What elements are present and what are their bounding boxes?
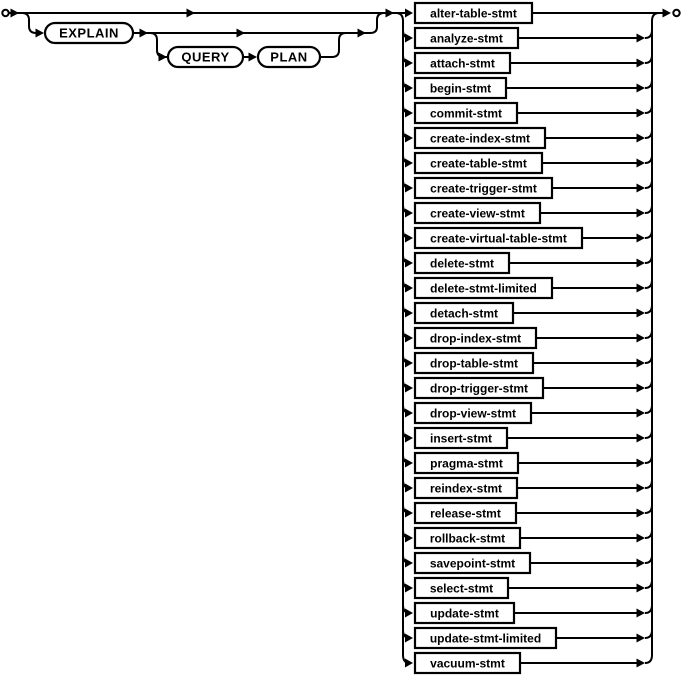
node-detach-stmt[interactable] [403, 303, 652, 323]
arrow-icon [637, 284, 646, 293]
arrow-icon [405, 234, 413, 243]
merge-curve [645, 380, 652, 388]
node-rollback-stmt[interactable] [403, 528, 652, 548]
node-commit-stmt[interactable] [403, 103, 652, 123]
arrow-icon [637, 234, 646, 243]
arrow-icon [405, 409, 413, 418]
node-label: update-stmt [430, 606, 499, 621]
node-create-view-stmt[interactable] [403, 203, 652, 223]
node-label: attach-stmt [430, 56, 495, 71]
merge-curve [645, 130, 652, 138]
merge-curve [645, 355, 652, 363]
terminal-query [168, 47, 243, 67]
terminal-plan-label: PLAN [270, 49, 308, 65]
start-terminal-icon [2, 10, 8, 16]
arrow-icon [386, 9, 395, 18]
arrow-icon [637, 159, 646, 168]
arrow-icon [405, 134, 413, 143]
merge-curve [645, 505, 652, 513]
node-attach-stmt[interactable] [403, 53, 652, 73]
arrow-icon [358, 29, 367, 38]
arrow-icon [637, 84, 646, 93]
node-label: delete-stmt-limited [430, 281, 537, 296]
merge-curve [645, 330, 652, 338]
node-drop-index-stmt[interactable] [403, 328, 652, 348]
merge-curve [645, 55, 652, 63]
node-label: rollback-stmt [429, 531, 506, 546]
node-drop-view-stmt[interactable] [403, 403, 652, 423]
arrow-icon [637, 309, 646, 318]
node-drop-trigger-stmt[interactable] [403, 378, 652, 398]
node-savepoint-stmt[interactable] [403, 553, 652, 573]
arrow-icon [637, 634, 646, 643]
node-label: vacuum-stmt [430, 656, 505, 671]
terminal-plan [258, 47, 320, 67]
node-release-stmt[interactable] [403, 503, 652, 523]
node-label: create-index-stmt [429, 131, 531, 146]
merge-curve [645, 180, 652, 188]
node-label: drop-index-stmt [429, 331, 522, 346]
arrow-icon [237, 29, 246, 38]
arrow-icon [405, 459, 413, 468]
node-create-index-stmt[interactable] [403, 128, 652, 148]
node-label: update-stmt-limited [429, 631, 542, 646]
node-label: analyze-stmt [430, 31, 503, 46]
node-update-stmt-limited[interactable] [403, 628, 652, 648]
arrow-icon [405, 609, 413, 618]
node-label: create-trigger-stmt [430, 181, 537, 196]
arrow-icon [637, 484, 646, 493]
arrow-icon [405, 159, 413, 168]
node-label: savepoint-stmt [429, 556, 516, 571]
arrow-icon [637, 559, 646, 568]
node-create-trigger-stmt[interactable] [403, 178, 652, 198]
terminal-explain [45, 23, 133, 43]
alternative-rows [403, 3, 663, 673]
node-analyze-stmt[interactable] [403, 28, 652, 48]
node-reindex-stmt[interactable] [403, 478, 652, 498]
arrow-icon [637, 409, 646, 418]
arrow-icon [405, 484, 413, 493]
node-drop-table-stmt[interactable] [403, 353, 652, 373]
merge-curve [645, 555, 652, 563]
node-create-virtual-table-stmt[interactable] [403, 228, 652, 248]
arrow-icon [637, 334, 646, 343]
arrow-icon [637, 609, 646, 618]
merge-curve [645, 30, 652, 38]
node-pragma-stmt[interactable] [403, 453, 652, 473]
arrow-icon [159, 53, 168, 62]
arrow-icon [663, 9, 672, 18]
merge-curve [645, 630, 652, 638]
arrow-icon [36, 29, 45, 38]
node-label: commit-stmt [429, 106, 503, 121]
node-label: create-virtual-table-stmt [430, 231, 567, 246]
arrow-icon [637, 534, 646, 543]
node-vacuum-stmt[interactable] [403, 653, 652, 673]
arrow-icon [637, 209, 646, 218]
connector-lines [9, 13, 663, 655]
merge-curve [645, 155, 652, 163]
arrow-icon [405, 634, 413, 643]
merge-curve [645, 580, 652, 588]
arrow-icon [637, 134, 646, 143]
arrow-icon [405, 84, 413, 93]
arrow-icon [637, 359, 646, 368]
merge-curve [645, 305, 652, 313]
terminal-explain-label: EXPLAIN [59, 25, 119, 41]
arrow-icon [405, 359, 413, 368]
arrow-icon [637, 184, 646, 193]
arrow-icon [405, 59, 413, 68]
arrow-icon [11, 9, 20, 18]
node-label: select-stmt [429, 581, 494, 596]
arrow-icon [405, 534, 413, 543]
merge-curve [645, 255, 652, 263]
arrow-icon [637, 584, 646, 593]
arrow-icon [405, 109, 413, 118]
arrow-icon [405, 9, 413, 18]
merge-curve [645, 530, 652, 538]
node-insert-stmt[interactable] [403, 428, 652, 448]
node-label: pragma-stmt [430, 456, 503, 471]
node-label: begin-stmt [429, 81, 492, 96]
merge-curve [645, 205, 652, 213]
arrow-icon [405, 559, 413, 568]
arrow-icon [405, 334, 413, 343]
arrow-icon [187, 9, 196, 18]
node-label: create-table-stmt [430, 156, 527, 171]
arrow-icon [140, 29, 149, 38]
node-begin-stmt[interactable] [403, 78, 652, 98]
node-create-table-stmt[interactable] [403, 153, 652, 173]
end-terminal-icon [673, 10, 679, 16]
merge-curve [645, 430, 652, 438]
arrow-icon [405, 284, 413, 293]
arrow-icon [637, 59, 646, 68]
arrow-icon [405, 309, 413, 318]
arrow-icon [249, 53, 258, 62]
arrow-icon [405, 34, 413, 43]
merge-curve [645, 230, 652, 238]
node-label: detach-stmt [429, 306, 499, 321]
node-label: drop-view-stmt [429, 406, 517, 421]
node-delete-stmt-limited[interactable] [403, 278, 652, 298]
terminal-query-label: QUERY [181, 49, 230, 65]
merge-curve [645, 480, 652, 488]
arrow-icon [637, 109, 646, 118]
merge-curve [645, 105, 652, 113]
node-label: alter-table-stmt [430, 6, 517, 21]
arrow-icon [637, 34, 646, 43]
merge-curve [645, 605, 652, 613]
node-label: delete-stmt [429, 256, 495, 271]
arrow-icon [637, 509, 646, 518]
merge-curve [645, 80, 652, 88]
arrow-icon [405, 259, 413, 268]
node-label: insert-stmt [429, 431, 493, 446]
arrow-icon [637, 659, 646, 668]
node-label: release-stmt [430, 506, 501, 521]
arrow-icon [637, 434, 646, 443]
arrow-icon [405, 509, 413, 518]
arrow-icon [637, 384, 646, 393]
node-label: reindex-stmt [429, 481, 503, 496]
node-label: drop-trigger-stmt [430, 381, 528, 396]
arrow-icon [405, 209, 413, 218]
node-label: create-view-stmt [430, 206, 525, 221]
node-update-stmt[interactable] [403, 603, 652, 623]
arrow-icon [405, 434, 413, 443]
merge-curve [645, 405, 652, 413]
node-select-stmt[interactable] [403, 578, 652, 598]
merge-curve [645, 655, 652, 663]
arrow-icon [405, 584, 413, 593]
arrow-icon [405, 659, 413, 668]
node-delete-stmt[interactable] [403, 253, 652, 273]
arrow-icon [405, 184, 413, 193]
node-alter-table-stmt[interactable] [405, 3, 663, 23]
merge-curve [645, 455, 652, 463]
merge-curve [645, 280, 652, 288]
arrow-icon [405, 384, 413, 393]
arrow-icon [637, 259, 646, 268]
node-label: drop-table-stmt [430, 356, 518, 371]
arrow-icon [637, 459, 646, 468]
